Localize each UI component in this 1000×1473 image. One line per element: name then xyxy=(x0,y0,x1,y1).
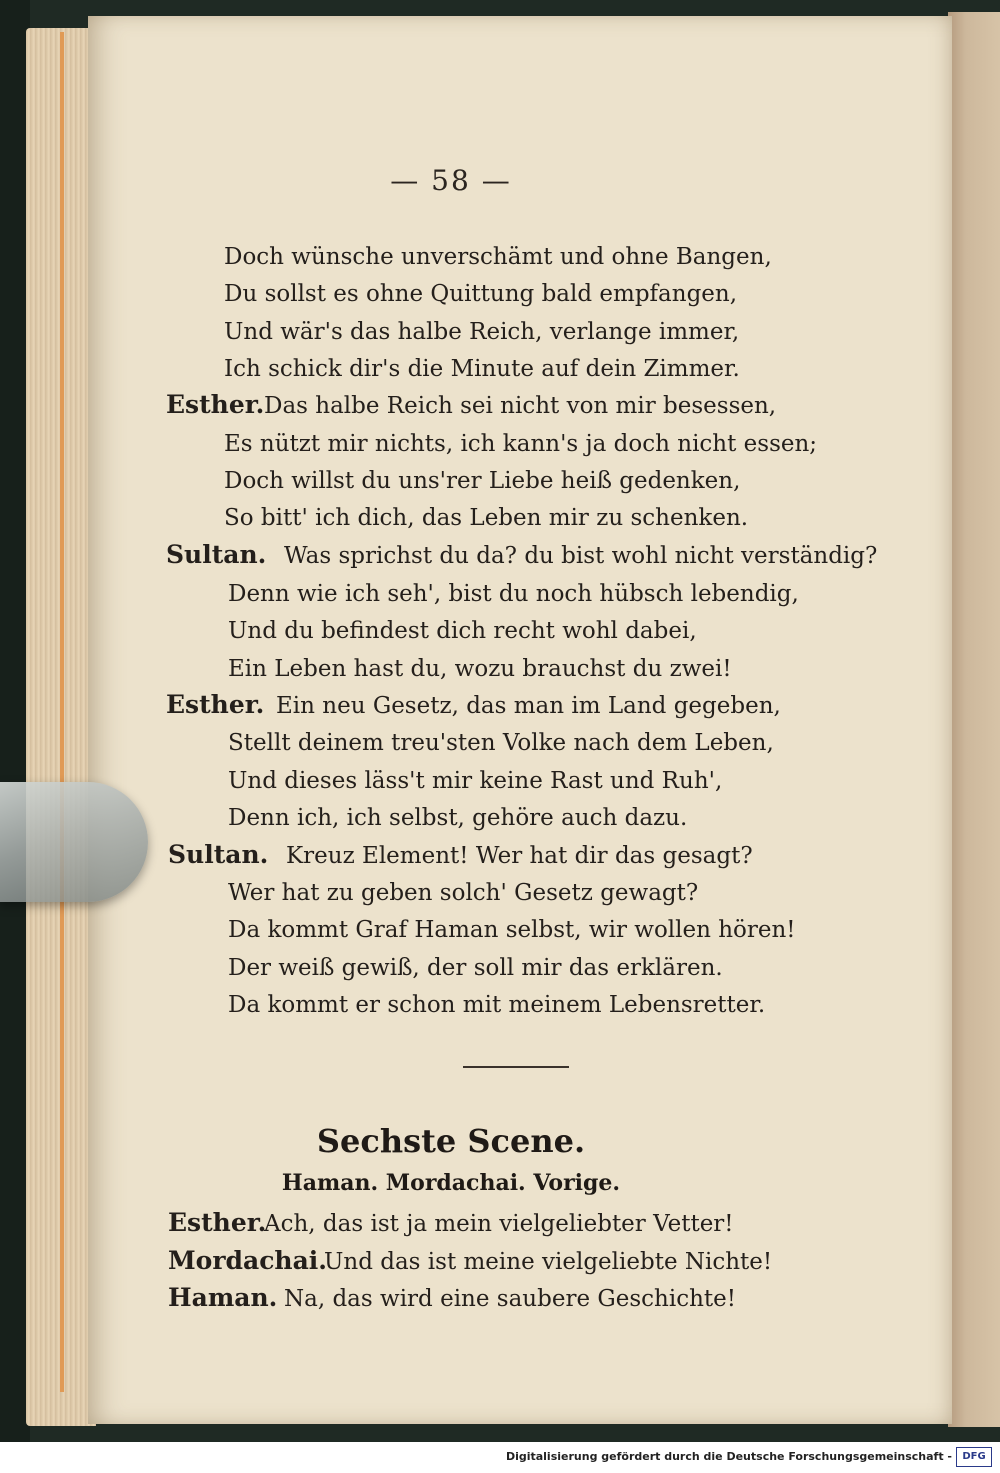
verse-line: Und dieses läss't mir keine Rast und Ruh', xyxy=(228,768,723,794)
footer-bar xyxy=(0,1442,1000,1473)
verse-line: Es nützt mir nichts, ich kann's ja doch nicht essen; xyxy=(224,431,818,457)
verse-line: Da kommt Graf Haman selbst, wir wollen hören! xyxy=(228,917,796,943)
verse-text xyxy=(88,16,952,1424)
verse-line: Ein Leben hast du, wozu brauchst du zwei! xyxy=(228,656,732,682)
verse-line: Denn wie ich seh', bist du noch hübsch lebendig, xyxy=(228,581,799,607)
verse-line: Ach, das ist ja mein vielgeliebter Vetter! xyxy=(264,1211,734,1237)
verse-line: Du sollst es ohne Quittung bald empfangen, xyxy=(224,281,738,307)
speaker-label: Sultan. xyxy=(166,540,267,569)
verse-line: Doch willst du uns'rer Liebe heiß gedenken, xyxy=(224,468,741,494)
verse-line: Der weiß gewiß, der soll mir das erklären. xyxy=(228,955,723,981)
verse-line: Wer hat zu geben solch' Gesetz gewagt? xyxy=(228,880,699,906)
verse-line: Stellt deinem treu'sten Volke nach dem Leben, xyxy=(228,730,774,756)
funding-notice: Digitalisierung gefördert durch die Deutsche Forschungsgemeinschaft - xyxy=(505,1450,952,1463)
verse-line: Na, das wird eine saubere Geschichte! xyxy=(284,1286,736,1312)
verse-line: Und das ist meine vielgeliebte Nichte! xyxy=(324,1249,773,1275)
verse-line: Und wär's das halbe Reich, verlange immer, xyxy=(224,319,740,345)
speaker-label: Esther. xyxy=(166,690,265,719)
verse-line: Das halbe Reich sei nicht von mir besessen, xyxy=(264,393,777,419)
verse-line: Ich schick dir's die Minute auf dein Zimmer. xyxy=(224,356,740,382)
verse-line: So bitt' ich dich, das Leben mir zu schenken. xyxy=(224,505,749,531)
scene-title: Sechste Scene. xyxy=(316,1122,586,1160)
verse-line: Kreuz Element! Wer hat dir das gesagt? xyxy=(286,843,753,869)
speaker-label: Haman. xyxy=(168,1283,278,1312)
section-divider xyxy=(463,1066,569,1068)
speaker-label: Esther. xyxy=(166,390,265,419)
page-holder-clip xyxy=(0,782,148,902)
verse-line: Doch wünsche unverschämt und ohne Bangen, xyxy=(224,244,772,270)
scene-cast: Haman. Mordachai. Vorige. xyxy=(281,1170,621,1196)
adjacent-page-edge xyxy=(948,12,1000,1427)
verse-line: Denn ich, ich selbst, gehöre auch dazu. xyxy=(228,805,688,831)
verse-line: Was sprichst du da? du bist wohl nicht verständig? xyxy=(284,543,878,569)
page-number: — 58 — xyxy=(390,164,512,197)
verse-line: Da kommt er schon mit meinem Lebensretter. xyxy=(228,992,766,1018)
speaker-label: Esther. xyxy=(168,1208,267,1237)
speaker-label: Sultan. xyxy=(168,840,269,869)
verse-line: Ein neu Gesetz, das man im Land gegeben, xyxy=(276,693,781,719)
verse-line: Und du befindest dich recht wohl dabei, xyxy=(228,618,697,644)
dfg-logo: DFG xyxy=(956,1447,992,1467)
book-page xyxy=(88,16,952,1424)
speaker-label: Mordachai. xyxy=(168,1246,327,1275)
